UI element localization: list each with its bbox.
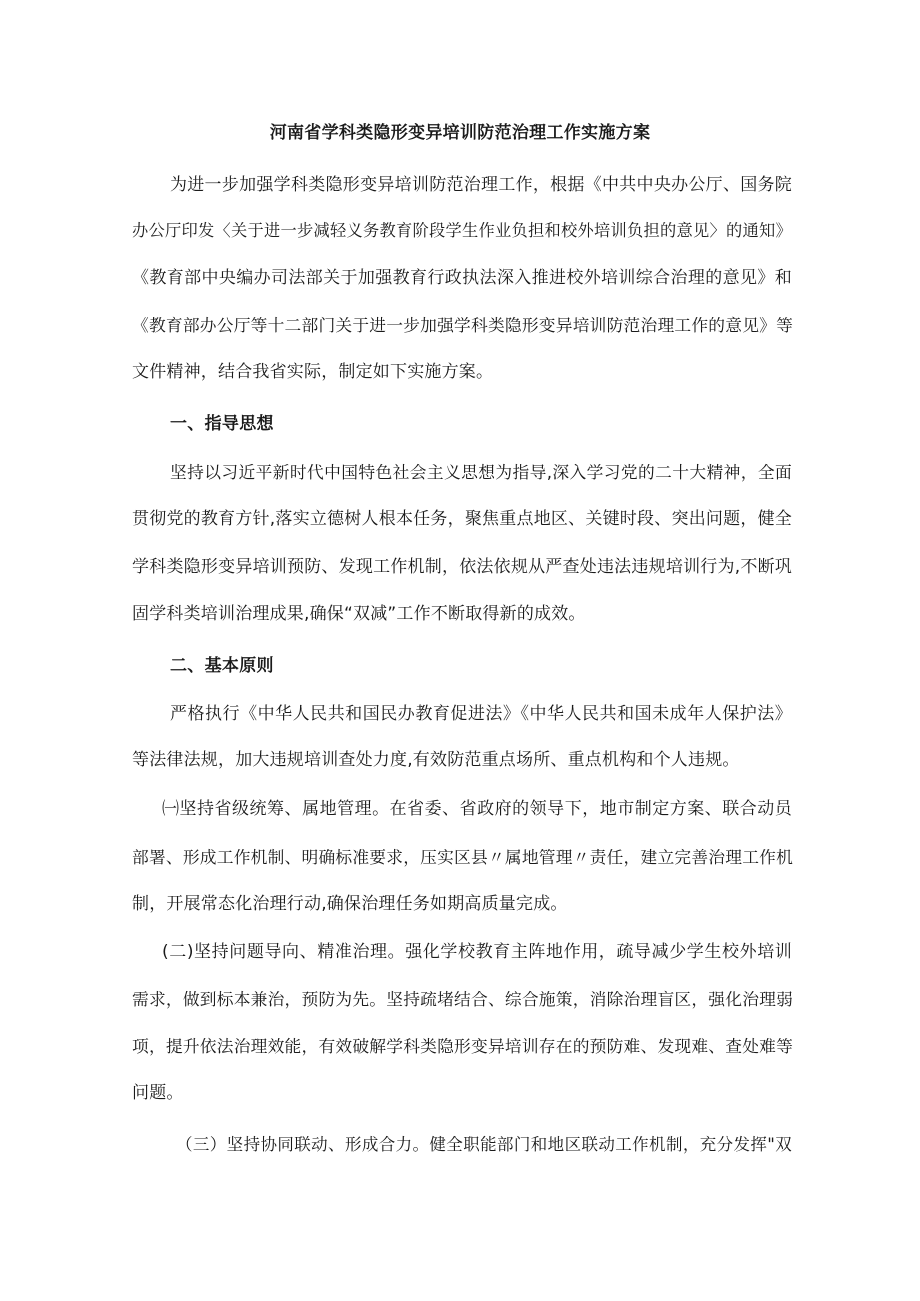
section-1-line-2: 贯彻党的教育方针,落实立德树人根本任务，聚焦重点地区、关键时段、突出问题，健全 — [132, 509, 792, 529]
section-1-line-1: 坚持以习近平新时代中国特色社会主义思想为指导,深入学习党的二十大精神，全面 — [170, 462, 792, 482]
principle-2-line-3: 项，提升依法治理效能，有效破解学科类隐形变异培训存在的预防难、发现难、查处难等 — [132, 1036, 794, 1056]
principle-2-line-4: 问题。 — [132, 1083, 184, 1103]
principle-1-line-1: ㈠坚持省级统筹、属地管理。在省委、省政府的领导下，地市制定方案、联合动员 — [162, 799, 792, 819]
principle-1-line-2: 部署、形成工作机制、明确标准要求，压实区县〃属地管理〃责任，建立完善治理工作机 — [132, 847, 794, 867]
intro-line-2: 办公厅印发〈关于进一步减轻义务教育阶段学生作业负担和校外培训负担的意见〉的通知》 — [132, 221, 792, 240]
principle-2-line-2: 需求，做到标本兼治，预防为先。坚持疏堵结合、综合施策，消除治理盲区，强化治理弱 — [132, 989, 794, 1009]
section-2-line-2: 等法律法规，加大违规培训查处力度,有效防范重点场所、重点机构和个人违规。 — [132, 750, 740, 770]
intro-line-4: 《教育部办公厅等十二部门关于进一步加强学科类隐形变异培训防范治理工作的意见》等 — [132, 315, 794, 335]
principle-1-line-3: 制，开展常态化治理行动,确保治理任务如期高质量完成。 — [132, 894, 568, 914]
section-2-line-1: 严格执行《中华人民共和国民办教育促进法》《中华人民共和国未成年人保护法》 — [170, 704, 792, 724]
intro-line-5: 文件精神，结合我省实际，制定如下实施方案。 — [132, 362, 494, 382]
section-1-line-3: 学科类隐形变异培训预防、发现工作机制，依法依规从严查处违法违规培训行为,不断巩 — [132, 557, 792, 577]
intro-line-3: 《教育部中央编办司法部关于加强教育行政执法深入推进校外培训综合治理的意见》和 — [132, 268, 792, 288]
intro-line-1: 为进一步加强学科类隐形变异培训防范治理工作，根据《中共中央办公厅、国务院 — [170, 175, 792, 195]
principle-2-line-1: (二)坚持问题导向、精准治理。强化学校教育主阵地作用，疏导减少学生校外培训 — [162, 942, 792, 962]
section-1-line-4: 固学科类培训治理成果,确保“双减”工作不断取得新的成效。 — [132, 604, 586, 624]
principle-3-line-1: （三）坚持协同联动、形成合力。健全职能部门和地区联动工作机制，充分发挥"双 — [176, 1135, 792, 1154]
document-title: 河南省学科类隐形变异培训防范治理工作实施方案 — [269, 123, 651, 143]
section-2-heading: 二、基本原则 — [170, 656, 274, 676]
section-1-heading: 一、指导思想 — [170, 414, 274, 434]
